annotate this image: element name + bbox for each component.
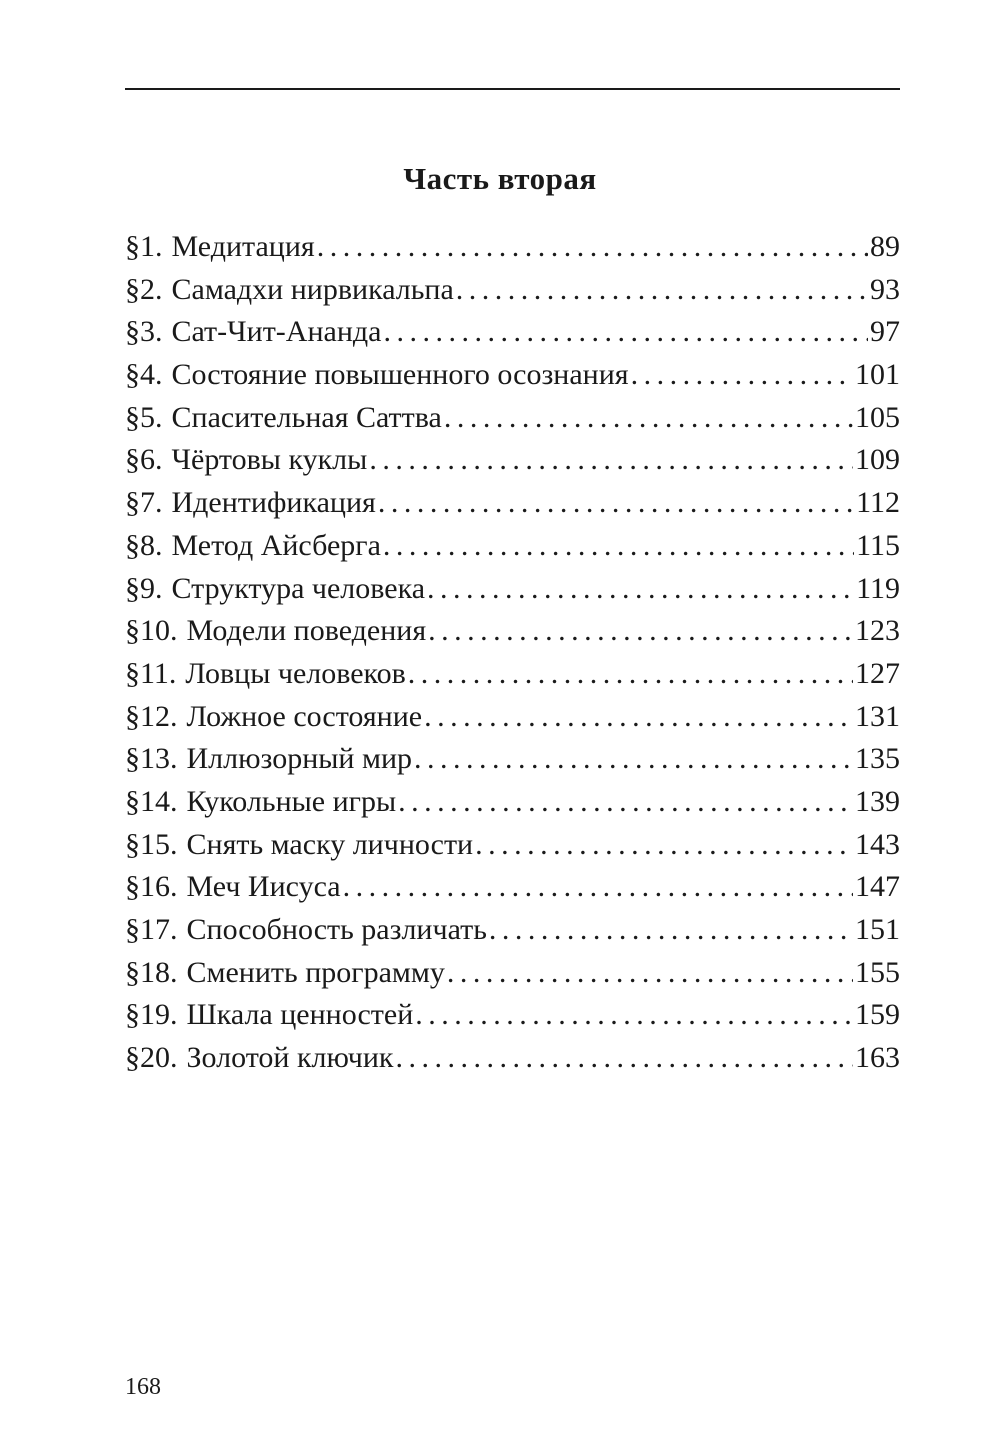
toc-entry-page: 105 xyxy=(855,400,900,434)
toc-dot-leader xyxy=(343,866,853,909)
toc-entry xyxy=(125,525,900,568)
toc-entry xyxy=(125,909,900,952)
toc-entry-title: Метод Айсберга xyxy=(171,528,381,562)
toc-entry-title: Идентификация xyxy=(171,486,376,520)
toc-dot-leader xyxy=(383,311,868,354)
toc-dot-leader xyxy=(408,653,853,696)
toc-entry-number: §9. xyxy=(125,571,163,605)
toc-entry-title: Шкала ценностей xyxy=(186,998,414,1032)
toc-entry-title: Снять маску личности xyxy=(186,827,474,861)
toc-dot-leader xyxy=(424,696,853,739)
toc-entry-title: Ложное состояние xyxy=(186,699,423,733)
toc-entry-page: 127 xyxy=(855,656,900,690)
toc-entry-title: Чёртовы куклы xyxy=(171,443,368,477)
toc-dot-leader xyxy=(396,1037,853,1080)
toc-entry-number: §12. xyxy=(125,699,178,733)
toc-entry xyxy=(125,439,900,482)
toc-dot-leader xyxy=(398,781,853,824)
toc-entry-page: 159 xyxy=(855,998,900,1032)
toc-entry-title: Сменить программу xyxy=(186,955,445,989)
toc-dot-leader xyxy=(415,994,853,1037)
toc-entry-title: Способность различать xyxy=(186,913,487,946)
toc-entry-number: §20. xyxy=(125,1041,178,1075)
toc-dot-leader xyxy=(631,354,853,397)
toc-entry-page: 101 xyxy=(855,358,900,392)
toc-entry-title: Золотой ключик xyxy=(186,1041,394,1075)
toc-dot-leader xyxy=(447,952,853,995)
toc-entry-number: §2. xyxy=(125,272,163,306)
toc-entry-title: Меч Иисуса xyxy=(186,870,341,904)
toc-entry-number: §10. xyxy=(125,614,178,648)
toc-entry-page: 112 xyxy=(856,486,900,520)
toc-dot-leader xyxy=(428,610,853,653)
toc-entry-page: 163 xyxy=(855,1041,900,1075)
toc-entry-number: §19. xyxy=(125,998,178,1032)
toc-entry-page: 139 xyxy=(855,784,900,818)
toc-dot-leader xyxy=(427,568,854,611)
toc-entry-title: Модели поведения xyxy=(186,614,427,648)
toc-entry xyxy=(125,696,900,739)
toc-entry-title: Спасительная Саттва xyxy=(171,400,442,434)
toc-entry-title: Кукольные игры xyxy=(186,784,397,818)
toc-entry xyxy=(125,781,900,824)
toc-entry-page: 97 xyxy=(870,315,900,349)
toc-entry-title: Ловцы человеков xyxy=(185,656,406,690)
toc-entry xyxy=(125,824,900,867)
toc-entry xyxy=(125,354,900,397)
toc-entry-page: 143 xyxy=(855,827,900,861)
toc-entry-number: §14. xyxy=(125,784,178,818)
top-rule xyxy=(125,88,900,90)
toc-entry-title: Состояние повышенного осознания xyxy=(171,358,629,392)
toc-entry-number: §1. xyxy=(125,230,163,263)
toc-entry-number: §4. xyxy=(125,358,163,392)
toc-entry xyxy=(125,482,900,525)
toc-entry xyxy=(125,1037,900,1080)
toc-entry-page: 155 xyxy=(855,955,900,989)
toc-entry xyxy=(125,568,900,611)
toc-entry-page: 123 xyxy=(855,614,900,648)
toc-entry xyxy=(125,397,900,440)
toc-entry-title: Самадхи нирвикальпа xyxy=(171,272,454,306)
toc-entry xyxy=(125,226,900,269)
toc-entry-page: 135 xyxy=(855,742,900,776)
toc-entry-number: §7. xyxy=(125,486,163,520)
toc-entry-number: §17. xyxy=(125,913,178,946)
toc-dot-leader xyxy=(475,824,853,867)
toc-dot-leader xyxy=(383,525,854,568)
toc-dot-leader xyxy=(489,909,853,952)
toc-entry-page: 119 xyxy=(856,571,900,605)
toc-entry-number: §3. xyxy=(125,315,163,349)
toc-entry-title: Медитация xyxy=(171,230,315,263)
toc-entry-page: 131 xyxy=(855,699,900,733)
toc-dot-leader xyxy=(414,738,853,781)
table-of-contents xyxy=(125,226,900,1080)
toc-entry-page: 93 xyxy=(870,272,900,306)
toc-entry-title: Сат-Чит-Ананда xyxy=(171,315,382,349)
toc-entry-page: 89 xyxy=(870,230,900,263)
toc-dot-leader xyxy=(456,269,868,312)
toc-entry-number: §13. xyxy=(125,742,178,776)
toc-dot-leader xyxy=(317,226,868,269)
toc-entry xyxy=(125,994,900,1037)
toc-entry-page: 147 xyxy=(855,870,900,904)
part-title: Часть вторая xyxy=(403,160,597,196)
toc-entry-number: §8. xyxy=(125,528,163,562)
toc-entry-number: §16. xyxy=(125,870,178,904)
toc-entry-number: §5. xyxy=(125,400,163,434)
toc-dot-leader xyxy=(378,482,854,525)
toc-entry xyxy=(125,653,900,696)
toc-entry xyxy=(125,610,900,653)
toc-entry xyxy=(125,311,900,354)
page-number: 168 xyxy=(125,1374,161,1400)
toc-entry-title: Структура человека xyxy=(171,571,426,605)
toc-entry-number: §11. xyxy=(125,656,177,690)
toc-entry-number: §18. xyxy=(125,955,178,989)
toc-entry-number: §6. xyxy=(125,443,163,477)
toc-entry-page: 115 xyxy=(856,528,900,562)
toc-dot-leader xyxy=(444,397,853,440)
toc-entry-page: 151 xyxy=(855,913,900,946)
toc-entry-number: §15. xyxy=(125,827,178,861)
toc-entry xyxy=(125,738,900,781)
toc-entry-title: Иллюзорный мир xyxy=(186,742,412,776)
toc-entry xyxy=(125,952,900,995)
toc-entry xyxy=(125,866,900,909)
toc-dot-leader xyxy=(369,439,853,482)
toc-entry xyxy=(125,269,900,312)
toc-entry-page: 109 xyxy=(855,443,900,477)
